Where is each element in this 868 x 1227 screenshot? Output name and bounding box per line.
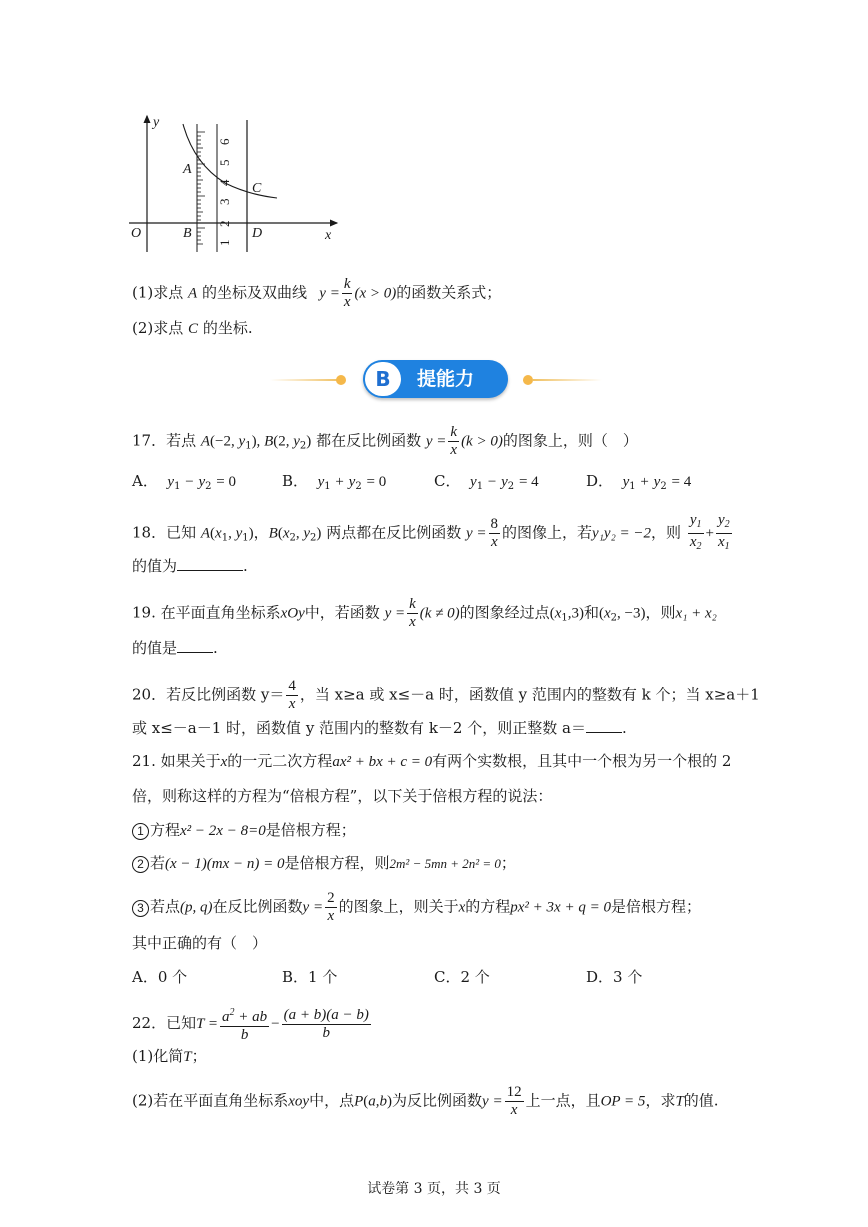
q21-statement-3: 3 若点(p, q)在反比例函数y = $\frac{2}{x}$ 的图象上，则关于x的方程px² + 3x + q = 0是倍根方程； xyxy=(132,890,701,925)
q18-line2: 的值为 . xyxy=(132,557,248,575)
section-banner xyxy=(270,360,600,400)
point-d-label: D xyxy=(252,226,263,241)
y-axis-label: y xyxy=(153,115,160,130)
q20-line2: 或 x≤－a－1 时，函数值 y 范围内的整数有 k－2 个，则正整数 a＝ . xyxy=(132,719,627,737)
q21-option-c[interactable]: C．2 个 xyxy=(434,968,490,986)
q21-line2: 倍，则称这样的方程为“倍根方程”，以下关于倍根方程的说法： xyxy=(132,787,553,805)
x-axis-label: x xyxy=(325,228,332,243)
ruler-label-5: 5 xyxy=(217,159,232,166)
ruler-label-6: 6 xyxy=(217,138,232,145)
q19-line2: 的值是 . xyxy=(132,639,218,657)
q18-stem: 18．已知 $A(x_1$, $y_1$)，$B(x_2$, $y_2$) 两点都在反比例函数 y = $\frac{8}{x}$ 的图像上，若y₁y₂ = −2，则 $\frac{y_1}{x_2}$ + $\frac{y_2}{x_1}$ xyxy=(132,512,734,555)
answer-blank[interactable] xyxy=(177,639,213,653)
circled-two: 2 xyxy=(132,856,149,873)
q21-stem: 21. 如果关于x的一元二次方程ax² + bx + c = 0有两个实数根，且其中一个根为另一个根的 2 xyxy=(132,752,732,770)
q21-option-b[interactable]: B．1 个 xyxy=(282,968,338,986)
fraction-k-over-x: $\frac{k}{x}$ xyxy=(450,424,458,458)
q17-option-b[interactable]: B． $y_1 + y_2 = 0$ xyxy=(282,472,387,492)
q16-part2: (2)求点 C 的坐标. xyxy=(132,319,253,337)
ruler-label-3: 3 xyxy=(217,198,232,205)
origin-label: O xyxy=(131,226,142,241)
q17-option-d[interactable]: D． $y_1 + y_2 = 4$ xyxy=(586,472,692,492)
coordinate-figure xyxy=(125,106,350,256)
q20-stem: 20．若反比例函数 y＝ $\frac{4}{x}$ ，当 x≥a 或 x≤－a 时，函数值 y 范围内的整数有 k 个；当 x≥a＋1 xyxy=(132,678,760,712)
fraction-k-over-x: $\frac{k}{x}$ xyxy=(343,276,351,310)
q21-option-d[interactable]: D．3 个 xyxy=(586,968,643,986)
section-title: 提能力 xyxy=(417,368,475,390)
ruler-label-1: 1 xyxy=(217,239,232,246)
q19-stem: 19. 在平面直角坐标系xOy中，若函数 y = $\frac{k}{x}$ (k ≠ 0)的图象经过点$(x_1,3)$和($x_2$, −3)，则x₁ + x₂ xyxy=(132,596,717,630)
q21-statement-2: 2 若(x − 1)(mx − n) = 0是倍根方程，则2m² − 5mn + 2n² = 0； xyxy=(132,853,516,874)
q22-part2: (2)若在平面直角坐标系xoy中，点P(a,b)为反比例函数y = $\frac{12}{x}$ 上一点，且OP = 5，求T的值. xyxy=(132,1084,719,1118)
q22-stem: 22．已知T = $\frac{a^2 + ab}{b}$ − $\frac{(a + b)(a - b)}{b}$ xyxy=(132,1006,369,1043)
circled-three: 3 xyxy=(132,900,149,917)
q21-statement-1: 1 方程x² − 2x − 8=0是倍根方程； xyxy=(132,820,356,841)
q17-stem: 17．若点 A(−2, $y_1$), B(2, $y_2$) 都在反比例函数 y = $\frac{k}{x}$ (k > 0)的图象上，则（ ） xyxy=(132,424,638,458)
section-pill xyxy=(363,360,508,398)
answer-blank[interactable] xyxy=(177,557,243,571)
q16-part1: (1)求点 A 的坐标及双曲线 y = $\frac{k}{x}$ (x > 0)的函数关系式； xyxy=(132,276,502,310)
q21-option-a[interactable]: A．0 个 xyxy=(132,968,188,986)
page-footer: 试卷第 3 页，共 3 页 xyxy=(367,1181,501,1197)
q21-question: 其中正确的有（ ） xyxy=(132,934,268,952)
answer-blank[interactable] xyxy=(586,719,622,733)
section-letter-badge: B xyxy=(365,362,401,396)
ruler-label-4: 4 xyxy=(217,179,232,186)
q22-part1: (1)化简T； xyxy=(132,1047,207,1065)
ruler-label-2: 2 xyxy=(217,220,232,227)
q17-option-a[interactable]: A． $y_1 - y_2 = 0$ xyxy=(132,472,237,492)
circled-one: 1 xyxy=(132,823,149,840)
q17-option-c[interactable]: C． $y_1 - y_2 = 4$ xyxy=(434,472,539,492)
point-c-label: C xyxy=(252,181,262,196)
point-b-label: B xyxy=(183,226,192,241)
ruler-ticks xyxy=(197,132,205,244)
point-a-label: A xyxy=(183,162,192,177)
